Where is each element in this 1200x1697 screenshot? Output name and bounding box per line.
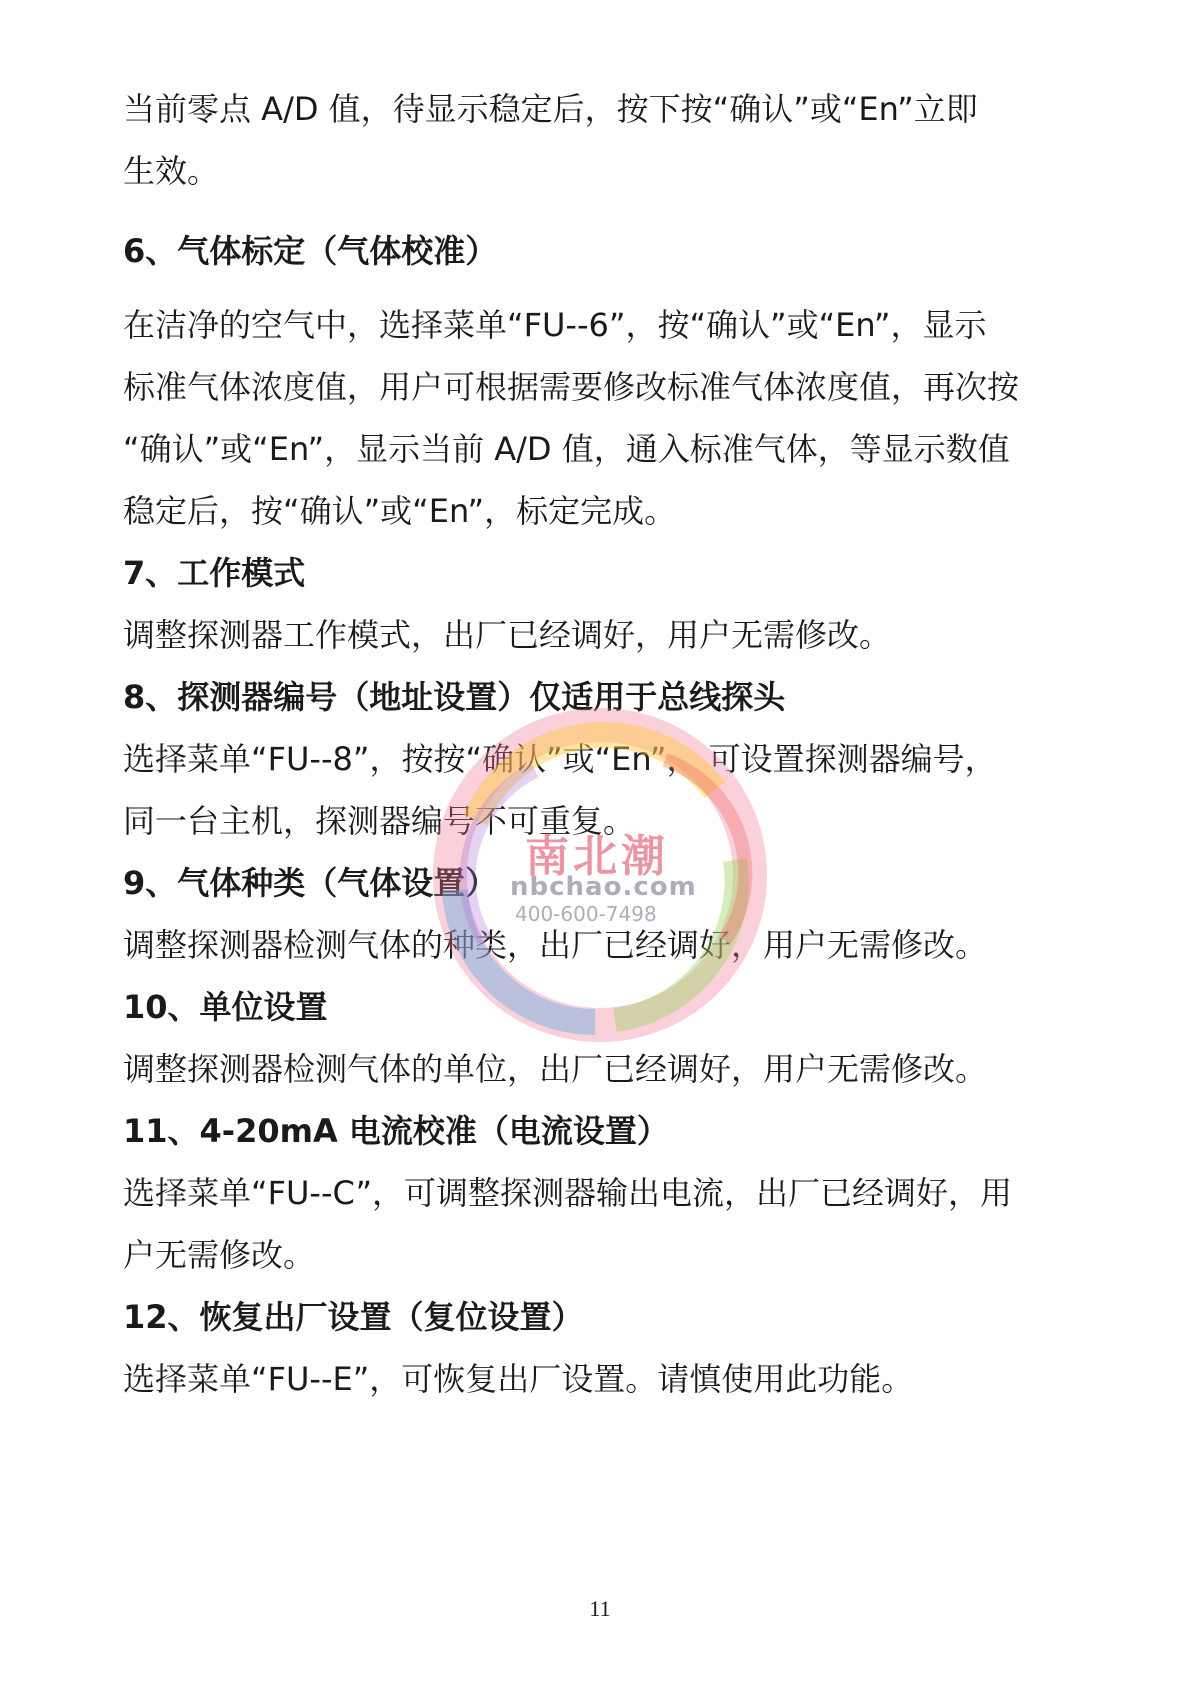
body-line: 选择菜单“FU--C”，可调整探测器输出电流，出厂已经调好，用 (123, 1174, 1013, 1212)
body-line: 调整探测器检测气体的种类，出厂已经调好，用户无需修改。 (123, 926, 988, 964)
section-heading: 11、4-20mA 电流校准（电流设置） (123, 1112, 669, 1150)
watermark-phone: 400-600-7498 (515, 902, 657, 926)
body-line: 稳定后，按“确认”或“En”，标定完成。 (123, 492, 677, 530)
watermark-brand: 南北潮 (525, 831, 669, 882)
page-number: 11 (589, 1596, 611, 1621)
paragraph-spacer (123, 282, 1103, 294)
body-line: 标准气体浓度值，用户可根据需要修改标准气体浓度值，再次按 (123, 368, 1020, 406)
body-line: 调整探测器检测气体的单位，出厂已经调好，用户无需修改。 (123, 1050, 988, 1088)
body-line: 调整探测器工作模式，出厂已经调好，用户无需修改。 (123, 616, 892, 654)
section-heading: 10、单位设置 (123, 988, 328, 1026)
body-line: 生效。 (123, 152, 220, 190)
body-line: 户无需修改。 (123, 1236, 316, 1274)
body-line: 选择菜单“FU--8”，按按“确认”或“En”， 可设置探测器编号， (123, 740, 997, 778)
body-line: 选择菜单“FU--E”，可恢复出厂设置。请慎使用此功能。 (123, 1360, 914, 1398)
document-body (123, 78, 1103, 1410)
paragraph-spacer (123, 202, 1103, 220)
section-heading: 8、探测器编号（地址设置）仅适用于总线探头 (123, 678, 786, 716)
section-heading: 6、气体标定（气体校准） (123, 232, 498, 270)
body-line: “确认”或“En”，显示当前 A/D 值，通入标准气体，等显示数值 (123, 430, 1010, 468)
section-heading: 7、工作模式 (123, 554, 306, 592)
section-heading: 9、气体种类（气体设置） (123, 864, 498, 902)
section-heading: 12、恢复出厂设置（复位设置） (123, 1298, 584, 1336)
body-line: 同一台主机，探测器编号不可重复。 (123, 802, 636, 840)
body-line: 在洁净的空气中，选择菜单“FU--6”，按“确认”或“En”，显示 (123, 306, 987, 344)
body-line: 当前零点 A/D 值，待显示稳定后，按下按“确认”或“En”立即 (123, 90, 978, 128)
watermark-url: nbchao.com (510, 872, 697, 902)
